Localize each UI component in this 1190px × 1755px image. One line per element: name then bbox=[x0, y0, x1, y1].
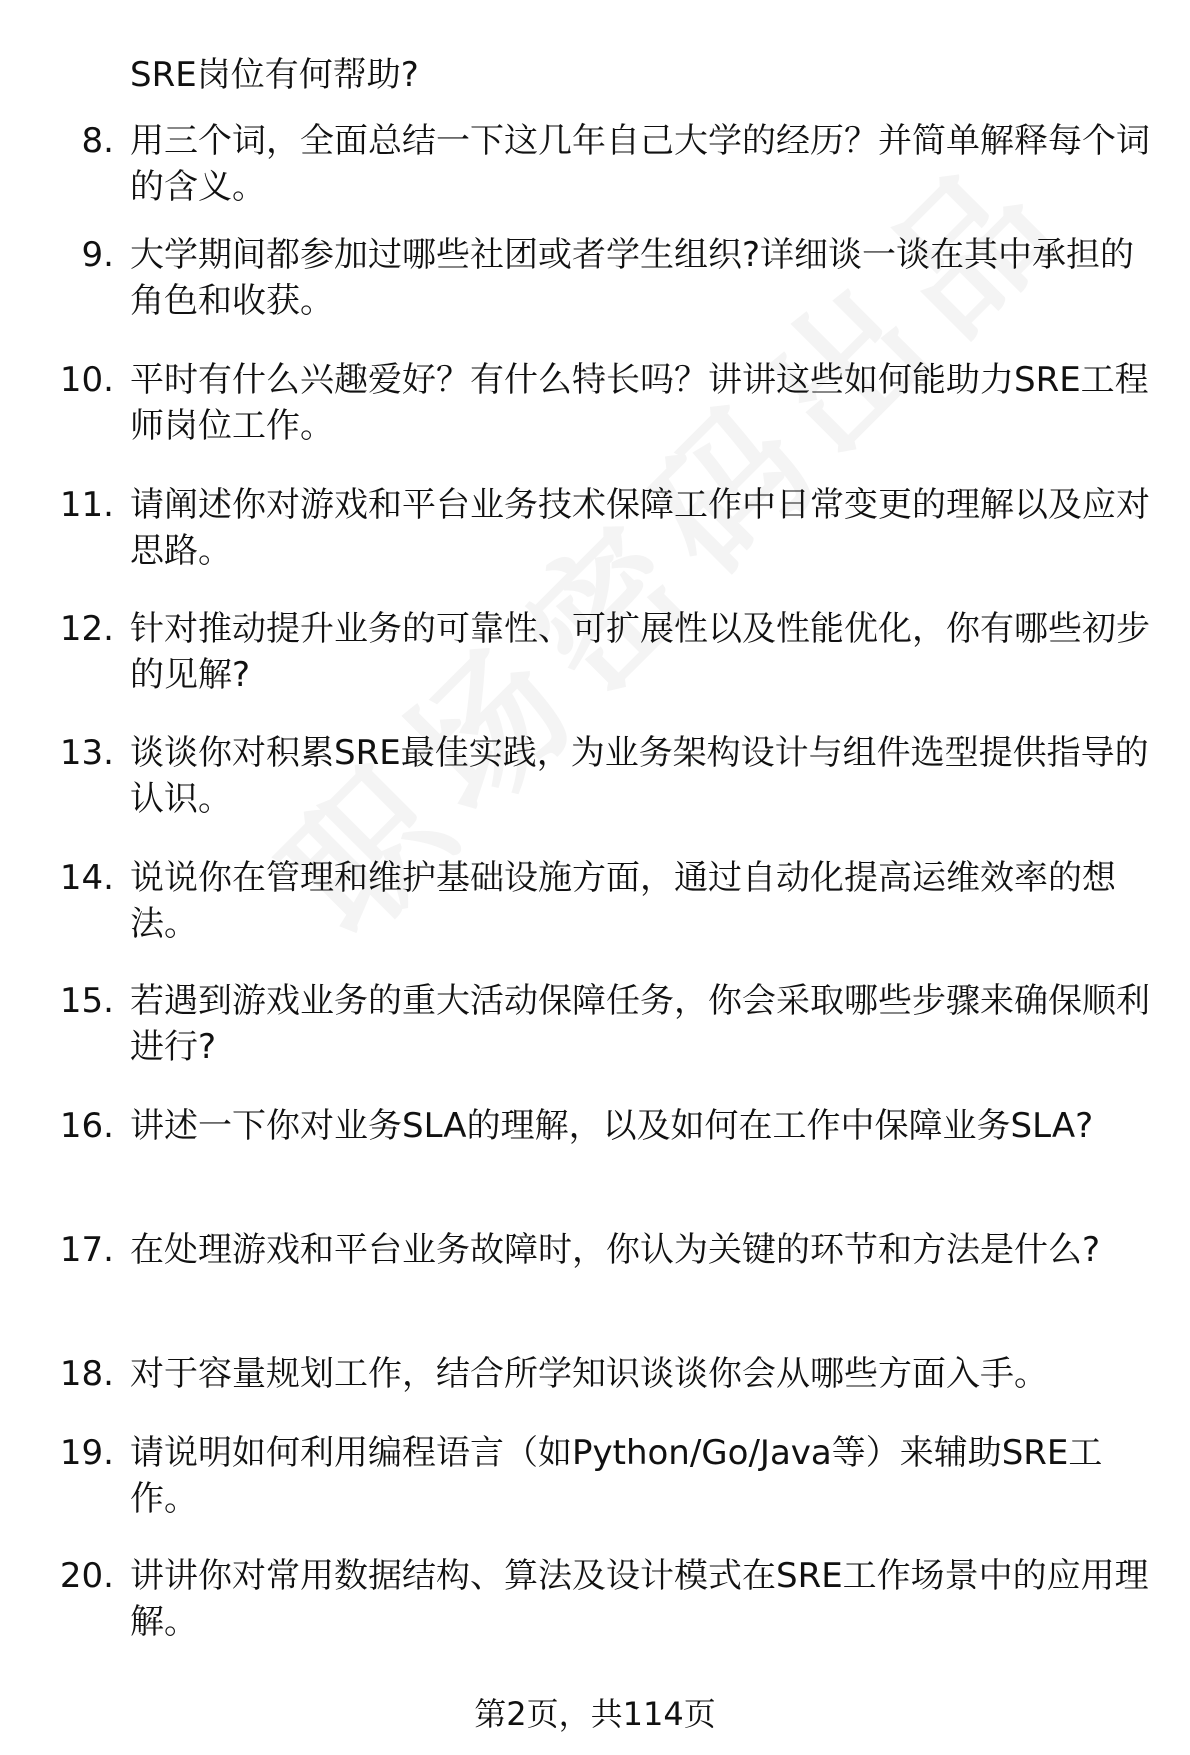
question-number: 9. bbox=[81, 235, 114, 275]
question-number: 12. bbox=[59, 609, 114, 649]
question-number: 15. bbox=[59, 981, 114, 1021]
question-text: 谈谈你对积累SRE最佳实践，为业务架构设计与组件选型提供指导的认识。 bbox=[130, 733, 1149, 819]
question-number: 8. bbox=[81, 121, 114, 161]
page-footer: 第2页，共114页 bbox=[474, 1695, 716, 1733]
question-text: 若遇到游戏业务的重大活动保障任务，你会采取哪些步骤来确保顺利进行? bbox=[130, 981, 1150, 1067]
question-text: 用三个词，全面总结一下这几年自己大学的经历？并简单解释每个词的含义。 bbox=[130, 121, 1150, 207]
question-number: 19. bbox=[59, 1433, 114, 1473]
question-number: 13. bbox=[59, 733, 114, 773]
question-number: 20. bbox=[59, 1556, 114, 1596]
question-text: 大学期间都参加过哪些社团或者学生组织?详细谈一谈在其中承担的角色和收获。 bbox=[130, 235, 1135, 321]
question-text: 说说你在管理和维护基础设施方面，通过自动化提高运维效率的想法。 bbox=[130, 858, 1116, 944]
question-text: 请说明如何利用编程语言（如Python/Go/Java等）来辅助SRE工作。 bbox=[130, 1433, 1103, 1519]
question-text: 在处理游戏和平台业务故障时，你认为关键的环节和方法是什么? bbox=[130, 1230, 1101, 1270]
question-text: 针对推动提升业务的可靠性、可扩展性以及性能优化，你有哪些初步的见解? bbox=[130, 609, 1150, 695]
question-text: 讲述一下你对业务SLA的理解，以及如何在工作中保障业务SLA? bbox=[130, 1106, 1094, 1146]
question-number: 18. bbox=[59, 1354, 114, 1394]
question-text: 对于容量规划工作，结合所学知识谈谈你会从哪些方面入手。 bbox=[130, 1354, 1048, 1394]
question-number: 16. bbox=[59, 1106, 114, 1146]
question-number: 17. bbox=[59, 1230, 114, 1270]
question-number: 11. bbox=[59, 485, 114, 525]
question-number: 14. bbox=[59, 858, 114, 898]
question-text: 请阐述你对游戏和平台业务技术保障工作中日常变更的理解以及应对思路。 bbox=[130, 485, 1150, 571]
question-number: 10. bbox=[59, 360, 114, 400]
question-text: 平时有什么兴趣爱好？有什么特长吗？讲讲这些如何能助力SRE工程师岗位工作。 bbox=[130, 360, 1149, 446]
continuation-text: SRE岗位有何帮助? bbox=[130, 55, 419, 95]
question-text: 讲讲你对常用数据结构、算法及设计模式在SRE工作场景中的应用理解。 bbox=[130, 1556, 1149, 1642]
